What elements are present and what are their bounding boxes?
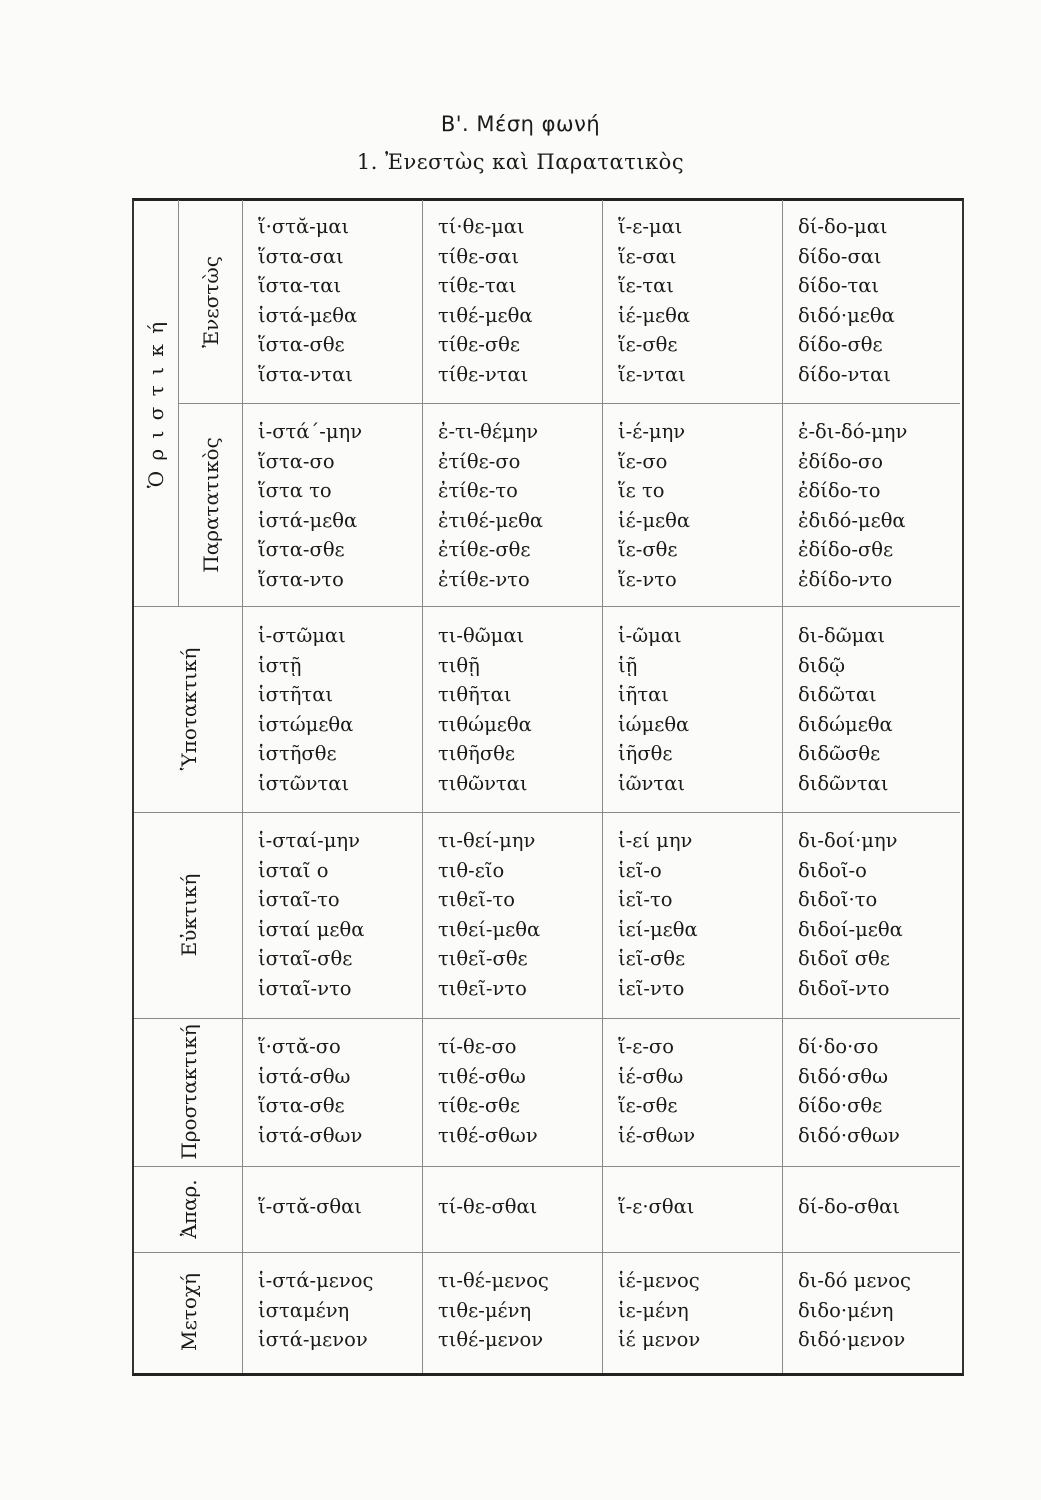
verb-form: τιθεῖ-το [438, 888, 516, 911]
verb-form: ἱσταῖ-σθε [258, 947, 353, 970]
verb-form: τίθε-σθε [438, 333, 521, 356]
verb-form: δίδο-σθε [798, 333, 883, 356]
verb-form: δι-δῶμαι [798, 624, 886, 647]
verb-form: ἵ·στᾰ-σο [258, 1035, 341, 1058]
verb-form: ἱῶνται [618, 771, 686, 795]
divider-prostaktiki-apar [134, 1166, 960, 1167]
forms-apar-col-1 [258, 1192, 362, 1222]
mood-label-apar: Ἀπαρ. [177, 1179, 201, 1239]
verb-form: τίθε-σθε [438, 1094, 521, 1117]
verb-form: ἱστῶνται [258, 771, 350, 795]
forms-enestos-col-3 [618, 212, 690, 389]
forms-paratatikos-col-1 [258, 417, 362, 594]
verb-form: ἱστώμεθα [258, 712, 354, 736]
verb-form: διδοί-μεθα [798, 917, 903, 941]
mood-label-prostaktiki: Προστακτική [177, 1024, 201, 1160]
verb-form: ἵε-σο [618, 449, 668, 473]
verb-form: ἱῇ [618, 653, 638, 677]
verb-form: τί-θε-σο [438, 1035, 517, 1058]
section-title: Β'. Μέση φωνή [440, 112, 601, 136]
verb-form: ἱεῖ-σθε [618, 947, 686, 970]
verb-form: ἵε το [618, 479, 665, 502]
verb-form: τιθῶνται [438, 771, 528, 795]
verb-form: διδό·μενον [798, 1328, 906, 1351]
verb-form: διδο·μένη [798, 1298, 894, 1322]
section-subtitle: 1. Ἐνεστὼς καὶ Παρατατικὸς [356, 150, 685, 174]
verb-form: διδῷ [798, 653, 846, 677]
verb-form: διδοῖ·το [798, 888, 878, 911]
verb-form: δι-δό μενος [798, 1269, 911, 1292]
verb-form: ἱέ-μεθα [618, 508, 691, 532]
forms-paratatikos-col-3 [618, 417, 690, 594]
divider-euktiki-prostaktiki [134, 1018, 960, 1019]
verb-form: ἱ-στά-μενος [258, 1269, 374, 1292]
verb-form: διδῶται [798, 683, 877, 706]
verb-form: ἱστά-σθων [258, 1123, 363, 1147]
verb-form: ἱῆσθε [618, 742, 673, 765]
verb-form: ἱ-σταί-μην [258, 829, 360, 852]
verb-form: ἐ-δι-δό-μην [798, 420, 908, 443]
forms-metochi-col-3 [618, 1266, 700, 1355]
forms-apar-col-3 [618, 1192, 694, 1222]
forms-euktiki-col-4 [798, 826, 903, 1003]
verb-form: τιθεί-μεθα [438, 917, 541, 941]
verb-form: τιθώμεθα [438, 712, 532, 736]
verb-form: ἵστα-σθε [258, 538, 345, 561]
verb-form: ἵστα-σαι [258, 244, 344, 268]
verb-form: ἱε-μένη [618, 1298, 689, 1322]
verb-form: ἱστῇ [258, 653, 302, 677]
verb-form: δί·δο·σο [798, 1035, 879, 1058]
verb-form: τί·θε-μαι [438, 215, 525, 238]
verb-form: ἵστα το [258, 479, 332, 502]
verb-form: ἱστά-μεθα [258, 508, 358, 532]
forms-prostaktiki-col-2 [438, 1032, 538, 1150]
verb-form: τί-θε-σθαι [438, 1195, 538, 1218]
verb-form: ἱώμεθα [618, 712, 690, 736]
forms-prostaktiki-col-3 [618, 1032, 695, 1150]
verb-form: ἱῆται [618, 683, 669, 706]
verb-form: ἱστῆται [258, 683, 334, 706]
verb-form: ἵε-σθε [618, 538, 678, 561]
verb-form: ἱέ-σθων [618, 1123, 696, 1147]
verb-form: τιθέ-σθων [438, 1123, 538, 1147]
verb-form: ἱσταί μεθα [258, 917, 365, 941]
forms-ypotaktiki-col-2 [438, 621, 532, 798]
verb-form: τιθέ-μενον [438, 1328, 544, 1351]
verb-form: ἐτιθέ-μεθα [438, 508, 544, 532]
verb-form: τι-θῶμαι [438, 624, 525, 647]
mood-label-oristiki: Ὁ ρ ι σ τ ι κ ή [144, 319, 168, 489]
verb-form: διδό·σθω [798, 1064, 889, 1088]
forms-euktiki-col-2 [438, 826, 540, 1003]
verb-form: ἵστα-ντο [258, 567, 344, 591]
verb-form: ἐδίδο-το [798, 479, 881, 502]
verb-form: τίθε-σαι [438, 244, 519, 268]
verb-form: ἐδίδο-σο [798, 449, 883, 473]
verb-form: τίθε-νται [438, 362, 529, 386]
verb-form: ἵστα-σο [258, 449, 335, 473]
verb-form: ἵε-σθε [618, 333, 678, 356]
verb-form: τιθῇ [438, 653, 480, 677]
verb-form: ἐτίθε-σθε [438, 538, 531, 561]
verb-form: διδοῖ-ντο [798, 976, 890, 1000]
verb-form: τι-θεί-μην [438, 829, 536, 852]
verb-form: ἱ-ῶμαι [618, 624, 682, 647]
verb-form: τιθέ-σθω [438, 1064, 526, 1088]
verb-form: δίδο-νται [798, 362, 891, 386]
mood-label-ypotaktiki: Ὑποτακτική [177, 647, 201, 771]
verb-form: δίδο-ται [798, 274, 880, 297]
verb-form: ἵ-ε-μαι [618, 215, 683, 238]
forms-apar-col-2 [438, 1192, 537, 1222]
verb-form: ἵστα-νται [258, 362, 353, 386]
verb-form: δί-δο-μαι [798, 215, 888, 238]
verb-form: ἱσταῖ-ντο [258, 976, 352, 1000]
forms-prostaktiki-col-4 [798, 1032, 900, 1150]
verb-form: διδῶσθε [798, 742, 881, 765]
verb-form: ἱεῖ-το [618, 888, 673, 911]
forms-euktiki-col-3 [618, 826, 698, 1003]
verb-form: ἵ-ε·σθαι [618, 1195, 695, 1218]
forms-euktiki-col-1 [258, 826, 364, 1003]
verb-form: ἱσταῖ-το [258, 888, 340, 911]
verb-form: ἵ-στᾰ-σθαι [258, 1195, 362, 1218]
verb-form: ἵστα-σθε [258, 1094, 345, 1117]
verb-form: διδῶνται [798, 771, 889, 795]
verb-form: τιθ-εῖο [438, 858, 505, 882]
forms-apar-col-4 [798, 1192, 900, 1222]
verb-form: διδοῖ-ο [798, 858, 867, 882]
forms-ypotaktiki-col-3 [618, 621, 689, 798]
verb-form: ἱ-εί μην [618, 829, 693, 852]
verb-form: τιθῆσθε [438, 742, 516, 765]
forms-ypotaktiki-col-4 [798, 621, 893, 798]
forms-metochi-col-2 [438, 1266, 549, 1355]
verb-form: ἱεῖ-ντο [618, 976, 685, 1000]
verb-form: τίθε-ται [438, 274, 517, 297]
divider-ypotaktiki-euktiki [134, 812, 960, 813]
divider-col-2 [602, 200, 603, 1373]
verb-form: ἵστα-σθε [258, 333, 345, 356]
verb-form: ἱστά-μεθα [258, 303, 358, 327]
verb-form: ἱεί-μεθα [618, 917, 698, 941]
divider-label-column [242, 200, 243, 1373]
forms-paratatikos-col-4 [798, 417, 907, 594]
verb-form: διδώμεθα [798, 712, 893, 736]
verb-form: ἱστῆσθε [258, 742, 337, 765]
verb-form: ἱ-στῶμαι [258, 624, 346, 647]
divider-col-1 [422, 200, 423, 1373]
forms-metochi-col-1 [258, 1266, 373, 1355]
verb-form: ἵε-ται [618, 274, 674, 297]
tense-label-enestos: Ἐνεστὼς [199, 256, 223, 348]
verb-form: διδό·σθων [798, 1123, 900, 1147]
verb-form: ἱ-στά΄-μην [258, 420, 363, 443]
verb-form: ἐδίδο-σθε [798, 538, 894, 561]
verb-form: ἱέ μενον [618, 1328, 701, 1351]
verb-form: ἵε-σθε [618, 1094, 678, 1117]
verb-form: διδοῖ σθε [798, 947, 890, 970]
verb-form: τιθε-μένη [438, 1298, 532, 1322]
divider-col-3 [782, 200, 783, 1373]
verb-form: δίδο·σθε [798, 1094, 883, 1117]
forms-enestos-col-2 [438, 212, 533, 389]
verb-form: ἱ-έ-μην [618, 420, 686, 443]
verb-form: τιθέ-μεθα [438, 303, 533, 327]
verb-form: ἵ·στᾰ-μαι [258, 215, 350, 238]
verb-form: ἵε-σαι [618, 244, 677, 268]
verb-form: ἵε-νται [618, 362, 686, 386]
forms-paratatikos-col-2 [438, 417, 543, 594]
forms-enestos-col-4 [798, 212, 895, 389]
verb-form: ἐδιδό-μεθα [798, 508, 906, 532]
verb-form: ἱέ-σθω [618, 1064, 684, 1088]
verb-form: τιθεῖ-ντο [438, 976, 527, 1000]
verb-form: δι-δοί·μην [798, 829, 898, 852]
verb-form: ἵε-ντο [618, 567, 677, 591]
verb-form: τι-θέ-μενος [438, 1269, 549, 1292]
forms-prostaktiki-col-1 [258, 1032, 362, 1150]
verb-form: ἐτίθε-ντο [438, 567, 530, 591]
verb-form: ἱσταμένη [258, 1298, 350, 1322]
verb-form: ἵ-ε-σο [618, 1035, 674, 1058]
tense-label-paratatikos: Παρατατικὸς [199, 437, 223, 573]
verb-form: ἐ-τι-θέμην [438, 420, 539, 443]
mood-label-metochi: Μετοχή [177, 1272, 201, 1352]
verb-form: ἱσταῖ ο [258, 858, 329, 882]
divider-enestos-paratatikos [178, 403, 960, 404]
forms-ypotaktiki-col-1 [258, 621, 353, 798]
verb-form: ἱέ-μενος [618, 1269, 700, 1292]
forms-enestos-col-1 [258, 212, 357, 389]
verb-form: ἱεῖ-ο [618, 858, 662, 882]
verb-form: τιθεῖ-σθε [438, 947, 528, 970]
verb-form: ἱστά-μενον [258, 1328, 368, 1351]
verb-form: ἵστα-ται [258, 274, 342, 297]
divider-oristiki-ypotaktiki [134, 606, 960, 607]
verb-form: δίδο-σαι [798, 244, 882, 268]
verb-form: ἱστά-σθω [258, 1064, 351, 1088]
forms-metochi-col-4 [798, 1266, 911, 1355]
verb-form: ἐτίθε-σο [438, 449, 521, 473]
verb-form: ἐδίδο-ντο [798, 567, 893, 591]
divider-apar-metochi [134, 1252, 960, 1253]
verb-form: ἐτίθε-το [438, 479, 518, 502]
verb-form: δί-δο-σθαι [798, 1195, 900, 1218]
verb-form: ἱέ-μεθα [618, 303, 691, 327]
verb-form: τιθῆται [438, 683, 512, 706]
verb-form: διδό·μεθα [798, 303, 895, 327]
mood-label-euktiki: Εὐκτική [177, 873, 201, 957]
